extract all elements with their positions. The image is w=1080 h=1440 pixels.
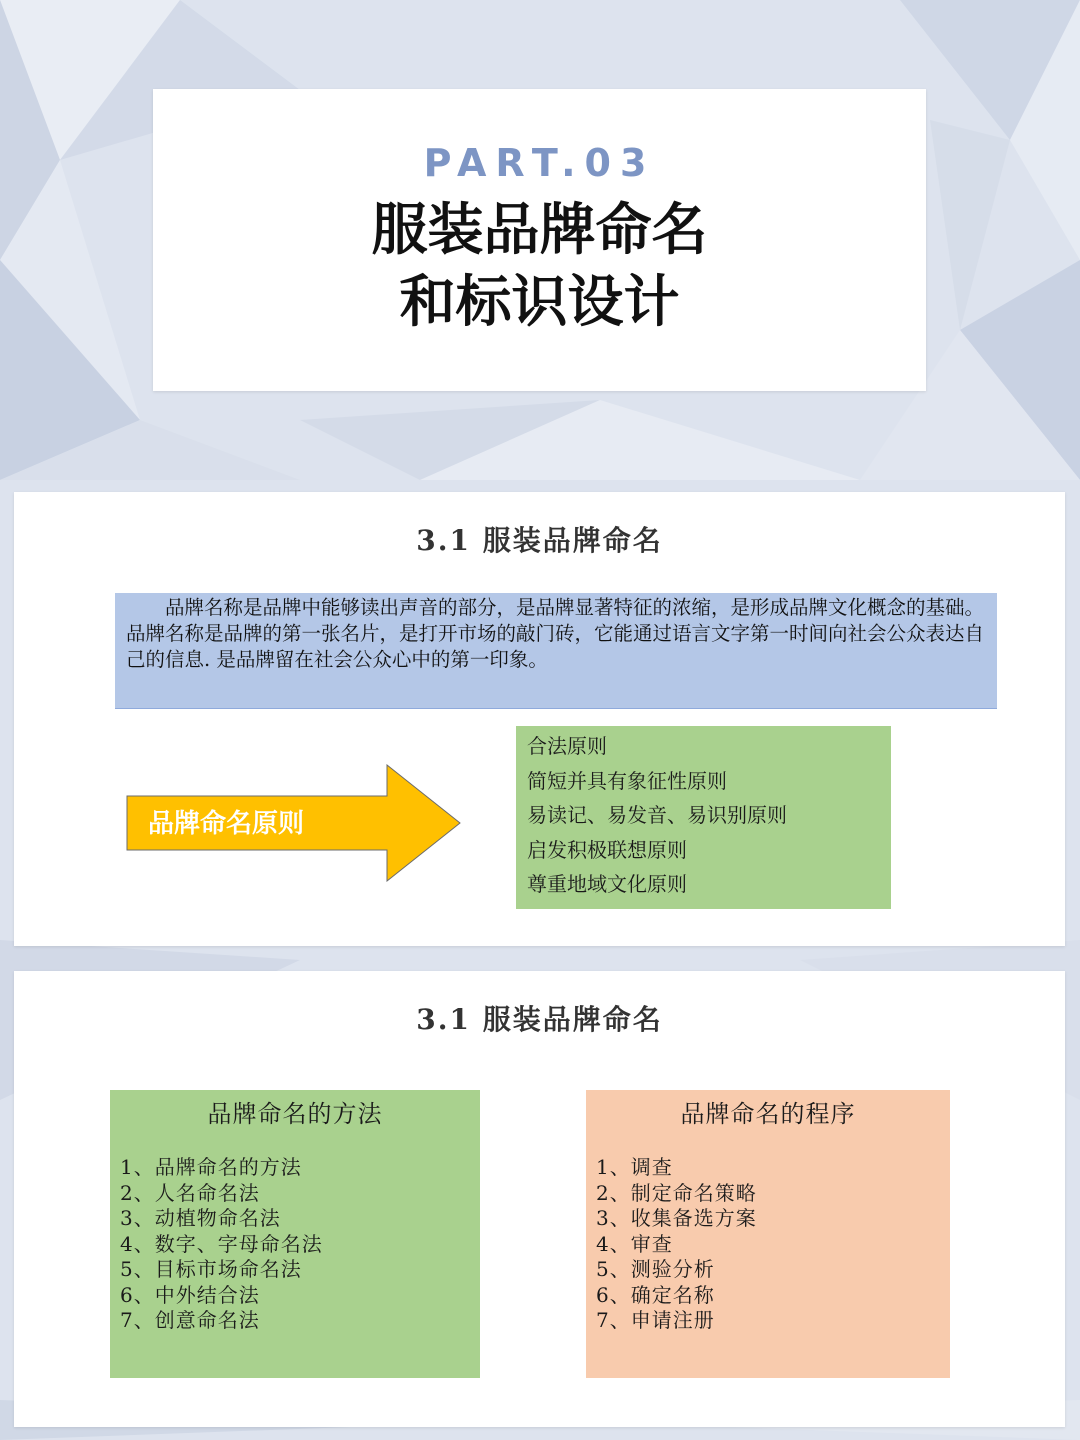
principle-item: 合法原则 <box>527 734 607 758</box>
naming-methods-title: 品牌命名的方法 <box>207 1100 383 1128</box>
principle-item: 简短并具有象征性原则 <box>527 768 727 793</box>
cover-title-line-1: 服装品牌命名 <box>371 198 708 263</box>
method-item: 5、目标市场命名法 <box>120 1257 302 1281</box>
procedure-item: 7、申请注册 <box>596 1308 715 1332</box>
cover-title <box>153 195 926 339</box>
slide-naming-methods <box>14 971 1065 1427</box>
intro-text-box: 品牌名称是品牌中能够读出声音的部分，是品牌显著特征的浓缩，是形成品牌文化概念的基础。品牌名称是品牌的第一张名片，是打开市场的敲门砖，它能通过语言文字第一时间向社会公众表达自己的信息. 是品牌留在社会公众心中的第一印象。 <box>115 593 997 709</box>
principle-item: 易读记、易发音、易识别原则 <box>527 803 787 827</box>
naming-procedure-box <box>586 1090 950 1378</box>
principle-item: 启发积极联想原则 <box>527 837 687 862</box>
method-item: 7、创意命名法 <box>120 1308 260 1332</box>
naming-procedure-title: 品牌命名的程序 <box>680 1100 856 1128</box>
method-item: 6、中外结合法 <box>120 1282 260 1307</box>
procedure-item: 2、制定命名策略 <box>596 1180 757 1205</box>
cover-title-card <box>153 89 926 391</box>
procedure-item: 6、确定名称 <box>596 1282 715 1307</box>
method-item: 4、数字、字母命名法 <box>120 1231 323 1256</box>
method-item: 3、动植物命名法 <box>120 1206 281 1230</box>
cover-title-line-2: 和标识设计 <box>399 270 680 335</box>
principle-item: 尊重地域文化原则 <box>527 872 687 896</box>
procedure-item: 3、收集备选方案 <box>596 1206 757 1230</box>
slide-naming-principles <box>14 492 1065 946</box>
principles-list <box>516 726 891 909</box>
procedure-item: 5、测验分析 <box>596 1257 715 1281</box>
method-item: 2、人名命名法 <box>120 1180 260 1205</box>
procedure-item: 4、审查 <box>596 1231 673 1256</box>
part-label: PART.03 <box>423 141 656 185</box>
arrow-label: 品牌命名原则 <box>148 809 305 839</box>
section-title: 3.1 服装品牌命名 <box>416 1003 663 1036</box>
naming-methods-box <box>110 1090 480 1378</box>
method-item: 1、品牌命名的方法 <box>120 1155 302 1179</box>
procedure-item: 1、调查 <box>596 1155 673 1179</box>
section-title: 3.1 服装品牌命名 <box>416 524 663 557</box>
